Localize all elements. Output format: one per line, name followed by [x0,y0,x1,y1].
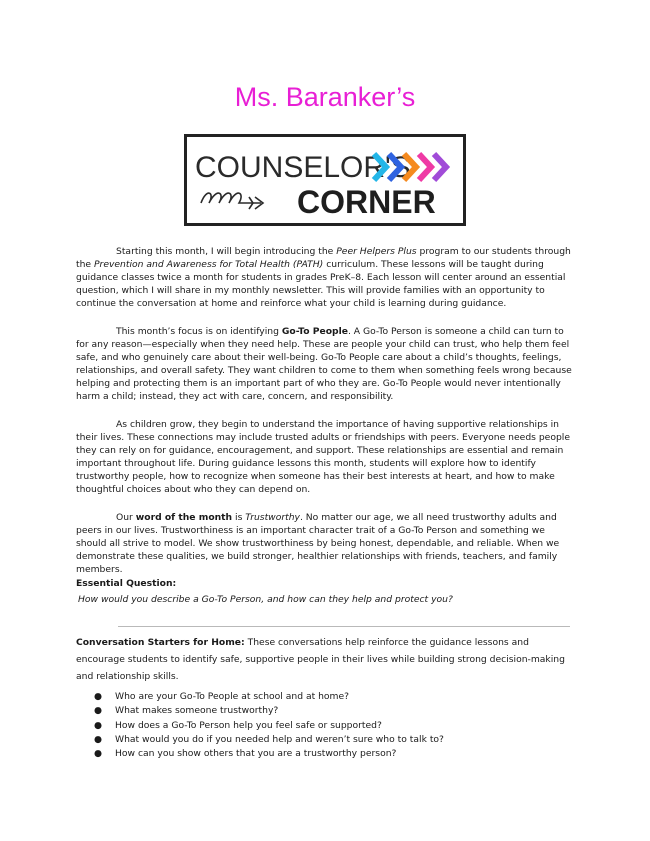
bullet-icon: ● [94,719,103,731]
bullet-icon: ● [94,705,103,717]
list-item-text: How can you show others that you are a trustworthy person? [115,748,397,760]
counselors-corner-logo [184,134,466,226]
bullet-icon: ● [94,733,103,745]
arrow-swirl-icon [201,193,263,209]
intro-paragraph [76,246,576,311]
word-of-month-paragraph [76,512,576,577]
intro-text: program to our students through the [76,246,571,270]
intro-text: Starting this month, I will begin introducing the [116,246,337,257]
list-item [76,733,576,747]
list-item-text: How does a Go-To Person help you feel safe or supported? [115,719,382,731]
essential-question-label: Essential Question: [76,578,177,589]
list-item [76,690,576,704]
word-text: Our [116,512,136,523]
focus-term: Go-To People [281,326,348,337]
intro-text: curriculum. These lessons will be taught during guidance classes twice a month for students in grades PreK–8. Each lesson will center around an essential question, which I will share in my monthly newsletter. This will provide families with an opportunity to continue the conversation at home and reinforce what your child is learning during guidance. [76,258,566,309]
growth-paragraph [76,419,576,496]
focus-text: . A Go-To Person is someone a child can turn to for any reason—especially when they need help. These are people your child can trust, who help them feel safe, and who genuinely care about their well-being. Go-To People care about a child’s thoughts, feelings, relationships, and overall safety. They want children to come to them when something feels wrong because helping and protecting them is an important part of who they are. Go-To People would never intentionally harm a child; instead, they act with care, concern, and responsibility. [76,326,572,402]
list-item-text: Who are your Go-To People at school and at home? [115,691,350,702]
logo-graphic [187,137,463,223]
essential-question-text: How would you describe a Go-To Person, and how can they help and protect you? [78,594,453,605]
word-label: word of the month [135,512,233,523]
conversation-starters-intro [76,634,576,685]
chevron-icon [419,154,431,180]
word-text: is [232,512,246,523]
list-item [76,719,576,733]
curriculum-name: Prevention and Awareness for Total Health (PATH) [94,258,324,270]
bullet-icon: ● [94,691,103,702]
list-item [76,747,576,761]
conversation-starters-label: Conversation Starters for Home: [76,637,245,648]
list-item [76,704,576,718]
conversation-starters-text: These conversations help reinforce the guidance lessons and encourage students to identify safe, supportive people in their lives while building strong decision-making and relationship skills. [76,637,565,682]
list-item-text: What would you do if you needed help and weren’t sure who to talk to? [115,733,444,745]
logo-text-corner: CORNER [297,184,436,220]
bullet-icon: ● [94,748,103,760]
logo-text-counselors: COUNSELOR'S [195,151,411,184]
focus-paragraph [76,326,576,403]
word-text: . No matter our age, we all need trustworthy adults and peers in our lives. Trustworthiness is an important character trait of a Go-To Person and something we should all strive to model. We show trustworthiness by being honest, dependable, and reliable. When we demonstrate these qualities, we build stronger, healthier relationships with friends, teachers, and family members. [76,512,560,575]
conversation-starters-list [76,690,576,761]
page-title: Ms. Baranker’s [234,82,416,112]
word-of-month: Trustworthy [245,512,300,523]
growth-text: As children grow, they begin to understand the importance of having supportive relationships in their lives. These connections may include trusted adults or friendships with peers. Everyone needs people they can rely on for guidance, encouragement, and support. These relationships are essential and remain important throughout life. During guidance lessons this month, students will explore how to identify trustworthy people, how to recognize when someone has their best interests at heart, and how to make thoughtful choices about who they can depend on. [76,419,570,495]
section-divider [118,626,570,627]
program-name: Peer Helpers Plus [336,246,417,257]
focus-text: This month’s focus is on identifying [116,326,282,337]
chevron-icon [434,154,446,180]
list-item-text: What makes someone trustworthy? [115,705,279,717]
